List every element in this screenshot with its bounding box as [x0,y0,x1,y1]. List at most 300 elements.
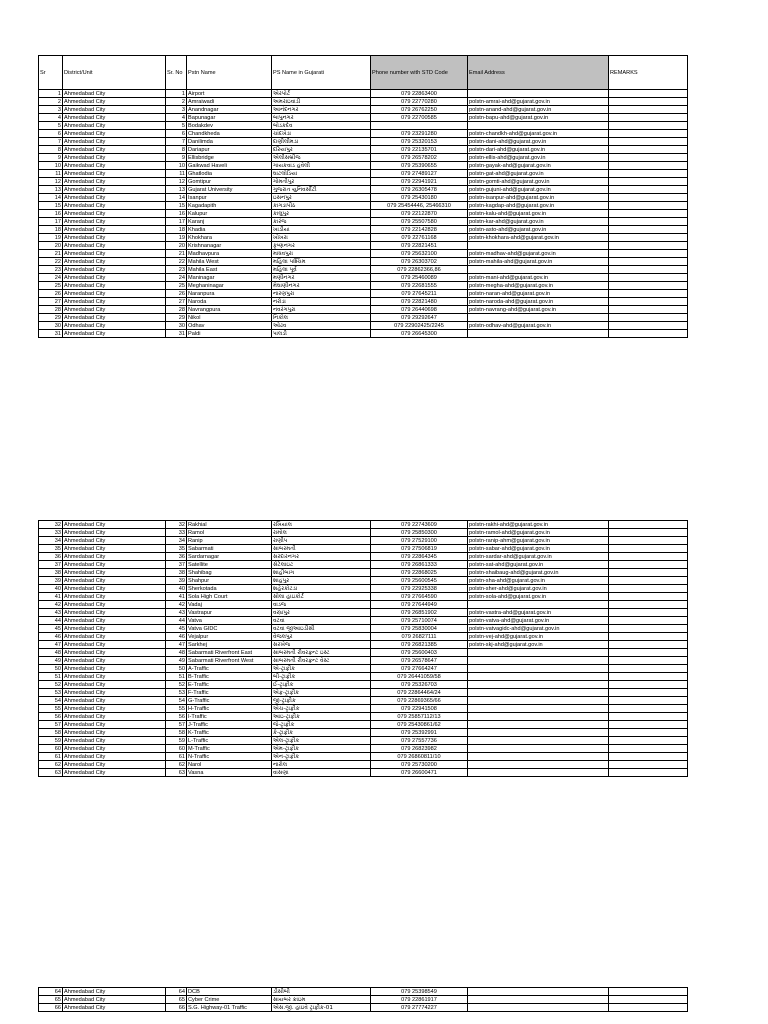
row-phone: 079 25632100 [371,250,468,258]
row-sr-no: 19 [166,234,187,242]
row-phone: 079 26578647 [371,657,468,665]
row-phone: 079 27645211 [371,290,468,298]
row-ps-gujarati: મેઘાણીનગર [272,282,371,290]
row-district: Ahmedabad City [63,210,166,218]
row-sr: 12 [39,178,63,186]
row-remarks [609,146,688,154]
table-row [39,996,688,1004]
row-district: Ahmedabad City [63,521,166,529]
row-ps-gujarati: શહેરકોટડા [272,585,371,593]
row-sr: 31 [39,330,63,338]
row-email: polstn-ramol-ahd@gujarat.gov.in [468,529,609,537]
table-row [39,234,688,242]
row-email: polstn-mahila-ahd@gujarat.gov.in [468,258,609,266]
row-sr-no: 23 [166,266,187,274]
row-remarks [609,282,688,290]
header-pstn-name: Pstn Name [187,56,272,90]
row-remarks [609,593,688,601]
row-district: Ahmedabad City [63,649,166,657]
row-pstn-name: Kagadapith [187,202,272,210]
row-remarks [609,996,688,1004]
table-row [39,130,688,138]
table-row [39,186,688,194]
row-sr: 30 [39,322,63,330]
row-email [468,745,609,753]
row-phone: 079 23291280 [371,130,468,138]
row-remarks [609,202,688,210]
row-email [468,705,609,713]
table-row [39,721,688,729]
row-remarks [609,649,688,657]
row-remarks [609,609,688,617]
table-row [39,769,688,777]
row-phone: 079 25392991 [371,729,468,737]
row-sr-no: 9 [166,154,187,162]
row-ps-gujarati: કાગડાપીઠ [272,202,371,210]
row-remarks [609,561,688,569]
row-district: Ahmedabad City [63,713,166,721]
row-remarks [609,689,688,697]
row-pstn-name: K-Traffic [187,729,272,737]
row-ps-gujarati: જી-ટ્રાફીક [272,697,371,705]
row-remarks [609,641,688,649]
row-phone: 079 22142828 [371,226,468,234]
row-district: Ahmedabad City [63,681,166,689]
table-row [39,1004,688,1012]
row-ps-gujarati: શાહીબાગ [272,569,371,577]
row-district: Ahmedabad City [63,178,166,186]
row-phone: 079 26823982 [371,745,468,753]
table-row [39,585,688,593]
row-ps-gujarati: ગોમતીપુર [272,178,371,186]
row-ps-gujarati: ખાડીયા [272,226,371,234]
row-ps-gujarati: એસ.જી. હાઇવે ટ્રાફીક-01 [272,1004,371,1012]
row-district: Ahmedabad City [63,1004,166,1012]
row-pstn-name: Amraiwadi [187,98,272,106]
row-sr: 5 [39,122,63,130]
row-pstn-name: Ellisbridge [187,154,272,162]
row-district: Ahmedabad City [63,593,166,601]
row-remarks [609,665,688,673]
row-pstn-name: DCB [187,988,272,996]
row-email: polstn-kalu-ahd@gujarat.gov.in [468,210,609,218]
row-email: polstn-naran-ahd@gujarat.gov.in [468,290,609,298]
row-sr-no: 11 [166,170,187,178]
row-sr: 40 [39,585,63,593]
row-sr: 8 [39,146,63,154]
table-row [39,537,688,545]
row-remarks [609,122,688,130]
row-phone: 079 27529100 [371,537,468,545]
row-phone: 079 22681555 [371,282,468,290]
row-sr-no: 55 [166,705,187,713]
row-sr-no: 6 [166,130,187,138]
row-sr: 1 [39,90,63,98]
row-district: Ahmedabad City [63,194,166,202]
row-district: Ahmedabad City [63,146,166,154]
row-phone: 079 25326703 [371,681,468,689]
table-row [39,521,688,529]
row-remarks [609,633,688,641]
row-sr: 24 [39,274,63,282]
row-email: polstn-megha-ahd@gujarat.gov.in [468,282,609,290]
row-remarks [609,673,688,681]
row-district: Ahmedabad City [63,705,166,713]
row-sr-no: 7 [166,138,187,146]
table-row [39,202,688,210]
row-pstn-name: H-Traffic [187,705,272,713]
row-phone: 079 25454446, 25466310 [371,202,468,210]
row-ps-gujarati: બાપુનગર [272,114,371,122]
row-remarks [609,537,688,545]
row-sr-no: 29 [166,314,187,322]
row-phone: 079 25430180 [371,194,468,202]
row-ps-gujarati: એલ-ટ્રાફીક [272,737,371,745]
row-sr-no: 37 [166,561,187,569]
row-sr: 17 [39,218,63,226]
row-sr-no: 12 [166,178,187,186]
row-district: Ahmedabad City [63,769,166,777]
row-email [468,988,609,996]
table-row [39,138,688,146]
row-ps-gujarati: બોડકદેવ [272,122,371,130]
row-sr-no: 63 [166,769,187,777]
row-sr: 28 [39,306,63,314]
row-pstn-name: Shahibag [187,569,272,577]
row-pstn-name: Ghatlodia [187,170,272,178]
row-sr-no: 39 [166,577,187,585]
row-sr-no: 42 [166,601,187,609]
row-sr-no: 53 [166,689,187,697]
row-remarks [609,298,688,306]
row-sr-no: 50 [166,665,187,673]
row-district: Ahmedabad City [63,250,166,258]
row-phone: 079 26860811/10 [371,753,468,761]
row-email [468,761,609,769]
row-remarks [609,274,688,282]
table-row [39,553,688,561]
row-email: polstn-amrai-ahd@gujarat.gov.in [468,98,609,106]
row-sr-no: 4 [166,114,187,122]
row-sr-no: 60 [166,745,187,753]
row-sr: 41 [39,593,63,601]
row-phone: 079 22821480 [371,298,468,306]
row-email [468,729,609,737]
row-district: Ahmedabad City [63,529,166,537]
row-phone [371,122,468,130]
row-district: Ahmedabad City [63,601,166,609]
table-row [39,705,688,713]
row-remarks [609,729,688,737]
row-remarks [609,769,688,777]
row-sr: 14 [39,194,63,202]
row-district: Ahmedabad City [63,258,166,266]
row-ps-gujarati: સેટેલાઇટ [272,561,371,569]
row-ps-gujarati: સાબરમતી રીવરફ્રન્ટ ઇસ્ટ [272,649,371,657]
row-sr-no: 25 [166,282,187,290]
row-email: polstn-gat-ahd@gujarat.gov.in [468,170,609,178]
table-row [39,988,688,996]
row-remarks [609,314,688,322]
row-email: polstn-khokhara-ahd@gujarat.gov.in [468,234,609,242]
row-sr: 34 [39,537,63,545]
table-row [39,258,688,266]
row-remarks [609,322,688,330]
table-row [39,314,688,322]
row-phone: 079 22861917 [371,996,468,1004]
row-ps-gujarati: વેજલપુર [272,633,371,641]
row-district: Ahmedabad City [63,633,166,641]
row-email [468,1004,609,1012]
row-email: polstn-kagdap-ahd@gujarat.gov.in [468,202,609,210]
row-remarks [609,761,688,769]
row-sr-no: 30 [166,322,187,330]
row-email: polstn-skj-ahd@gujarat.gov.in [468,641,609,649]
row-ps-gujarati: સાબરમતી [272,545,371,553]
row-pstn-name: Vatva [187,617,272,625]
row-pstn-name: E-Traffic [187,681,272,689]
row-pstn-name: Gomtipur [187,178,272,186]
row-email: polstn-vastra-ahd@gujarat.gov.in [468,609,609,617]
row-pstn-name: Chandkheda [187,130,272,138]
table-row [39,545,688,553]
row-ps-gujarati: વાસણા [272,769,371,777]
row-remarks [609,242,688,250]
row-pstn-name: Shahpur [187,577,272,585]
row-ps-gujarati: કારંજ [272,218,371,226]
row-remarks [609,218,688,226]
row-email: polstn-naroda-ahd@gujarat.gov.in [468,298,609,306]
table-row [39,633,688,641]
row-ps-gujarati: અમરાઇવાડી [272,98,371,106]
row-phone: 079 22770280 [371,98,468,106]
row-sr: 58 [39,729,63,737]
row-ps-gujarati: નવરંગપુરા [272,306,371,314]
row-sr: 33 [39,529,63,537]
row-sr: 11 [39,170,63,178]
row-remarks [609,226,688,234]
row-phone: 079 26441059/58 [371,673,468,681]
row-sr-no: 64 [166,988,187,996]
row-remarks [609,250,688,258]
row-remarks [609,521,688,529]
row-pstn-name: Isanpur [187,194,272,202]
row-email: polstn-sat-ahd@gujarat.gov.in [468,561,609,569]
header-email: Email Address [468,56,609,90]
row-remarks [609,178,688,186]
row-district: Ahmedabad City [63,186,166,194]
row-sr-no: 13 [166,186,187,194]
row-ps-gujarati: રામોલ [272,529,371,537]
row-email [468,330,609,338]
row-remarks [609,705,688,713]
row-district: Ahmedabad City [63,569,166,577]
row-phone: 079 25600403 [371,649,468,657]
row-sr: 4 [39,114,63,122]
row-sr: 6 [39,130,63,138]
row-sr: 63 [39,769,63,777]
row-sr: 20 [39,242,63,250]
row-pstn-name: M-Traffic [187,745,272,753]
row-pstn-name: Vatva GIDC [187,625,272,633]
row-sr: 44 [39,617,63,625]
row-pstn-name: Satellite [187,561,272,569]
row-email [468,721,609,729]
row-district: Ahmedabad City [63,561,166,569]
row-district: Ahmedabad City [63,170,166,178]
table-row [39,114,688,122]
table-row [39,146,688,154]
row-district: Ahmedabad City [63,106,166,114]
table-row [39,170,688,178]
row-ps-gujarati: વટવા જીઆઇડીસી [272,625,371,633]
row-ps-gujarati: મણીનગર [272,274,371,282]
row-sr-no: 34 [166,537,187,545]
row-pstn-name: Khokhara [187,234,272,242]
row-pstn-name: Odhav [187,322,272,330]
row-email [468,649,609,657]
row-sr-no: 40 [166,585,187,593]
row-sr: 50 [39,665,63,673]
row-email [468,665,609,673]
row-phone: 079 26762250 [371,106,468,114]
row-phone: 079 27506819 [371,545,468,553]
row-district: Ahmedabad City [63,138,166,146]
row-ps-gujarati: ખોખરા [272,234,371,242]
row-email: polstn-vej-ahd@gujarat.gov.in [468,633,609,641]
table-row [39,673,688,681]
row-pstn-name: Kalupur [187,210,272,218]
row-email [468,242,609,250]
row-phone: 079 26440698 [371,306,468,314]
row-district: Ahmedabad City [63,737,166,745]
table-row [39,713,688,721]
row-sr: 48 [39,649,63,657]
row-pstn-name: F-Traffic [187,689,272,697]
row-sr-no: 27 [166,298,187,306]
row-sr: 51 [39,673,63,681]
table-row [39,290,688,298]
row-district: Ahmedabad City [63,98,166,106]
row-phone: 079 22700585 [371,114,468,122]
row-sr: 47 [39,641,63,649]
row-pstn-name: Vadaj [187,601,272,609]
row-ps-gujarati: ગાયકવાડ હવેલી [272,162,371,170]
header-ps-gujarati: PS Name in Gujarati [272,56,371,90]
row-sr: 23 [39,266,63,274]
row-ps-gujarati: એમ-ટ્રાફીક [272,745,371,753]
row-email: polstn-dani-ahd@gujarat.gov.in [468,138,609,146]
row-sr: 9 [39,154,63,162]
row-pstn-name: Navrangpura [187,306,272,314]
table-row [39,274,688,282]
row-district: Ahmedabad City [63,130,166,138]
row-sr: 56 [39,713,63,721]
row-ps-gujarati: એન-ટ્રાફીક [272,753,371,761]
row-pstn-name: Sabarmati Riverfront East [187,649,272,657]
row-sr-no: 49 [166,657,187,665]
row-sr: 16 [39,210,63,218]
row-pstn-name: Gujarat University [187,186,272,194]
table-row [39,745,688,753]
row-ps-gujarati: ડીસીબી [272,988,371,996]
row-sr: 22 [39,258,63,266]
row-remarks [609,154,688,162]
row-sr: 7 [39,138,63,146]
row-sr: 21 [39,250,63,258]
row-district: Ahmedabad City [63,689,166,697]
row-email: polstn-vatva-ahd@gujarat.gov.in [468,617,609,625]
row-district: Ahmedabad City [63,162,166,170]
row-sr: 45 [39,625,63,633]
row-pstn-name: Gaikwad Haveli [187,162,272,170]
row-ps-gujarati: કાલુપુર [272,210,371,218]
row-phone: 079 26861333 [371,561,468,569]
row-pstn-name: Ramol [187,529,272,537]
table-row [39,154,688,162]
row-sr-no: 16 [166,210,187,218]
row-district: Ahmedabad City [63,988,166,996]
row-pstn-name: J-Traffic [187,721,272,729]
row-ps-gujarati: એફ-ટ્રાફીક [272,689,371,697]
row-pstn-name: Khadia [187,226,272,234]
row-pstn-name: Naroda [187,298,272,306]
row-ps-gujarati: નરોડા [272,298,371,306]
row-remarks [609,721,688,729]
table-body [39,90,688,338]
row-phone: 079 26303702 [371,258,468,266]
row-phone: 079 26827111 [371,633,468,641]
row-email: polstn-chandkh-ahd@gujarat.gov.in [468,130,609,138]
row-district: Ahmedabad City [63,729,166,737]
table-row [39,298,688,306]
row-pstn-name: Madhavpura [187,250,272,258]
row-ps-gujarati: સોલા હાઇકોર્ટ [272,593,371,601]
row-pstn-name: Bapunagar [187,114,272,122]
row-sr: 27 [39,298,63,306]
row-sr: 10 [39,162,63,170]
table-row [39,561,688,569]
row-ps-gujarati: આઇ-ટ્રાફીક [272,713,371,721]
row-phone: 079 26645300 [371,330,468,338]
row-pstn-name: N-Traffic [187,753,272,761]
table-row [39,625,688,633]
row-remarks [609,553,688,561]
row-email [468,697,609,705]
row-pstn-name: S.G. Highway-01 Traffic [187,1004,272,1012]
table-row [39,106,688,114]
row-sr-no: 48 [166,649,187,657]
row-phone: 079 26305478 [371,186,468,194]
row-pstn-name: Airport [187,90,272,98]
row-sr: 54 [39,697,63,705]
row-phone: 079 25460089 [371,274,468,282]
row-sr-no: 45 [166,625,187,633]
table-row [39,194,688,202]
row-remarks [609,186,688,194]
row-phone: 079 25320153 [371,138,468,146]
row-district: Ahmedabad City [63,154,166,162]
row-remarks [609,90,688,98]
row-district: Ahmedabad City [63,721,166,729]
row-sr: 2 [39,98,63,106]
row-sr-no: 41 [166,593,187,601]
row-sr: 53 [39,689,63,697]
row-ps-gujarati: નારણપુરા [272,290,371,298]
table-row [39,529,688,537]
table-row [39,617,688,625]
row-phone: 079 22122870 [371,210,468,218]
